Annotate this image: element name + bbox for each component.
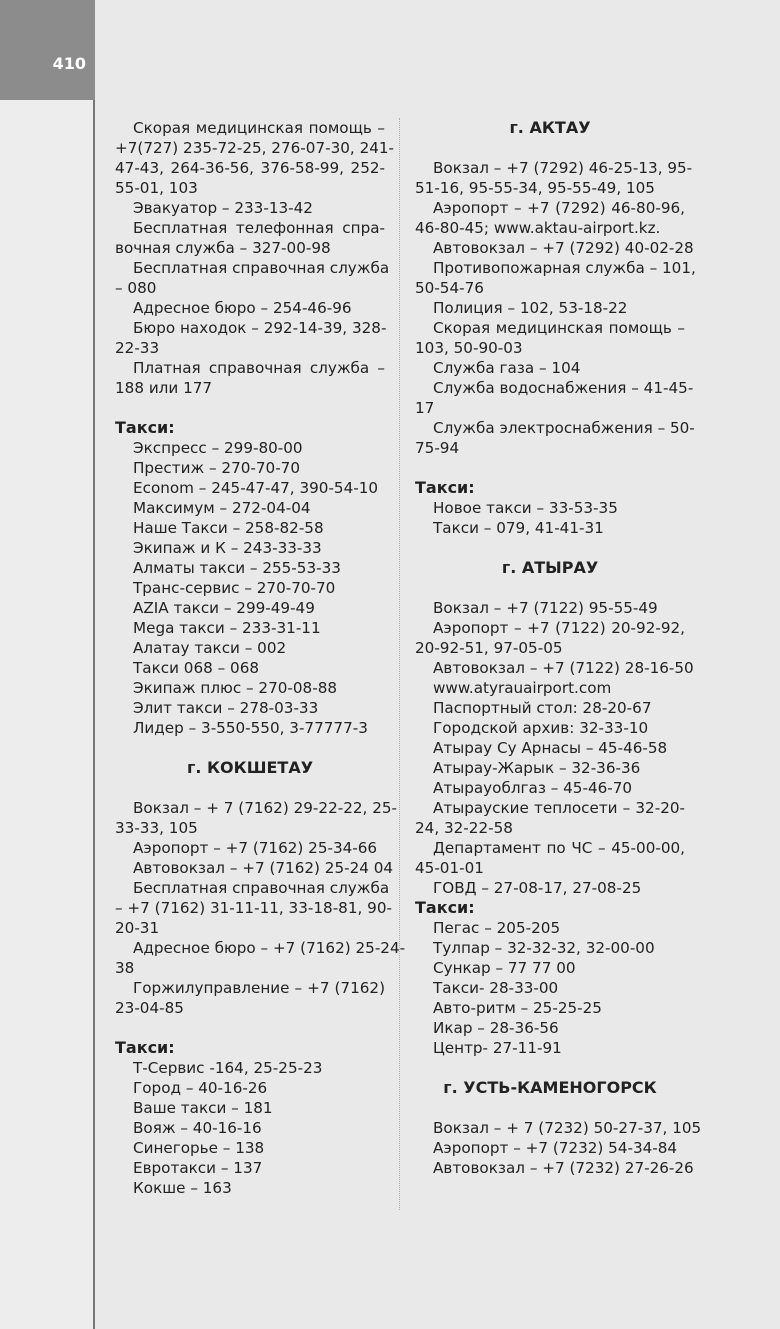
text-line: 23-04-85 (115, 999, 184, 1017)
taxi-entry: Престиж – 270-70-70 (133, 459, 301, 477)
text-line: 24, 32-22-58 (415, 819, 513, 837)
text-line: Атырау Су Арнасы – 45-46-58 (433, 739, 668, 757)
section-heading: Такси: (415, 478, 475, 497)
taxi-entry: Синегорье – 138 (133, 1139, 265, 1157)
spacer (415, 458, 685, 478)
taxi-entry: Элит такси – 278-03-33 (133, 699, 319, 717)
text-line: 33-33, 105 (115, 819, 198, 837)
text-line: Горжилуправление – +7 (7162) (133, 979, 385, 997)
taxi-entry: Новое такси – 33-53-35 (433, 499, 618, 517)
text-line: +7(727) 235-72-25, 276-07-30, 241- (115, 139, 395, 157)
taxi-entry: Лидер – 3-550-550, 3-77777-3 (133, 719, 368, 737)
text-line: Служба электроснабжения – 50- (433, 419, 695, 437)
text-line: Атырауоблгаз – 45-46-70 (433, 779, 633, 797)
text-line: Бесплатная справочная служба (133, 259, 390, 277)
spacer (415, 1098, 685, 1118)
text-line: Атырауские теплосети – 32-20- (433, 799, 685, 817)
text-line: Паспортный стол: 28-20-67 (433, 699, 652, 717)
text-line: Департамент по ЧС – 45-00-00, (433, 839, 685, 857)
text-line: Адресное бюро – +7 (7162) 25-24- (133, 939, 406, 957)
spacer (115, 778, 385, 798)
taxi-entry: Кокше – 163 (133, 1179, 232, 1197)
text-line: 38 (115, 959, 135, 977)
city-heading: г. АТЫРАУ (501, 558, 599, 577)
spacer (415, 578, 685, 598)
text-line: Скорая медицинская помощь – (433, 319, 685, 337)
page-number-box (0, 0, 95, 100)
text-line: Автовокзал – +7 (7232) 27-26-26 (433, 1159, 694, 1177)
text-line: Полиция – 102, 53-18-22 (433, 299, 628, 317)
text-line: Бюро находок – 292-14-39, 328- (133, 319, 387, 337)
taxi-entry: Авто-ритм – 25-25-25 (433, 999, 602, 1017)
taxi-entry: Тулпар – 32-32-32, 32-00-00 (433, 939, 655, 957)
taxi-entry: Econom – 245-47-47, 390-54-10 (133, 479, 379, 497)
text-line: 20-31 (115, 919, 160, 937)
taxi-entry: Такси 068 – 068 (133, 659, 260, 677)
text-line: ГОВД – 27-08-17, 27-08-25 (433, 879, 642, 897)
text-line: Адресное бюро – 254-46-96 (133, 299, 352, 317)
spacer (415, 538, 685, 558)
text-line: Автовокзал – +7 (7162) 25-24 04 (133, 859, 394, 877)
taxi-entry: Транс-сервис – 270-70-70 (133, 579, 336, 597)
text-line: вочная служба – 327-00-98 (115, 239, 331, 257)
city-heading: г. КОКШЕТАУ (186, 758, 314, 777)
text-line: – +7 (7162) 31-11-11, 33-18-81, 90- (115, 899, 392, 917)
text-line: Эвакуатор – 233-13-42 (133, 199, 313, 217)
spacer (115, 398, 385, 418)
spacer (115, 1018, 385, 1038)
section-heading: Такси: (115, 1038, 175, 1057)
text-line: Служба водоснабжения – 41-45- (433, 379, 694, 397)
text-line: 17 (415, 399, 435, 417)
text-line: 46-80-45; www.aktau-airport.kz. (415, 219, 661, 237)
taxi-entry: Вояж – 40-16-16 (133, 1119, 262, 1137)
text-line: 47-43, 264-36-56, 376-58-99, 252- (115, 159, 385, 177)
section-heading: Такси: (415, 898, 475, 917)
text-line: Аэропорт – +7 (7232) 54-34-84 (433, 1139, 678, 1157)
text-line: 103, 50-90-03 (415, 339, 523, 357)
taxi-entry: Т-Сервис -164, 25-25-23 (133, 1059, 323, 1077)
taxi-entry: Икар – 28-36-56 (433, 1019, 559, 1037)
text-line: Вокзал – + 7 (7162) 29-22-22, 25- (133, 799, 397, 817)
taxi-entry: Экспресс – 299-80-00 (133, 439, 303, 457)
text-line: Служба газа – 104 (433, 359, 581, 377)
taxi-entry: Наше Такси – 258-82-58 (133, 519, 324, 537)
left-column (115, 118, 406, 1198)
text-line: Скорая медицинская помощь – (133, 119, 385, 137)
taxi-entry: Сункар – 77 77 00 (433, 959, 576, 977)
taxi-entry: Mega такси – 233-31-11 (133, 619, 321, 637)
text-line: 45-01-01 (415, 859, 484, 877)
text-line: 51-16, 95-55-34, 95-55-49, 105 (415, 179, 655, 197)
city-heading: г. УСТЬ-КАМЕНОГОРСК (443, 1078, 657, 1097)
taxi-entry: Такси- 28-33-00 (433, 979, 559, 997)
text-line: Вокзал – + 7 (7232) 50-27-37, 105 (433, 1119, 702, 1137)
taxi-entry: Евротакси – 137 (133, 1159, 263, 1177)
text-line: 75-94 (415, 439, 460, 457)
taxi-entry: AZIA такси – 299-49-49 (133, 599, 315, 617)
text-line: 22-33 (115, 339, 160, 357)
text-line: www.atyrauairport.com (433, 679, 612, 697)
text-line: Автовокзал – +7 (7122) 28-16-50 (433, 659, 694, 677)
text-line: Атырау-Жарык – 32-36-36 (433, 759, 641, 777)
text-line: Бесплатная справочная служба (133, 879, 390, 897)
section-heading: Такси: (115, 418, 175, 437)
text-line: Вокзал – +7 (7292) 46-25-13, 95- (433, 159, 693, 177)
page-margin-strip (0, 0, 95, 1329)
column-divider (399, 118, 400, 1210)
text-line: Городской архив: 32-33-10 (433, 719, 649, 737)
spacer (115, 738, 385, 758)
taxi-entry: Ваше такси – 181 (133, 1099, 273, 1117)
taxi-entry: Город – 40-16-26 (133, 1079, 268, 1097)
text-line: Платная справочная служба – (133, 359, 385, 377)
text-line: Аэропорт – +7 (7292) 46-80-96, (433, 199, 685, 217)
spacer (415, 138, 685, 158)
taxi-entry: Алатау такси – 002 (133, 639, 287, 657)
text-line: Аэропорт – +7 (7162) 25-34-66 (133, 839, 378, 857)
text-line: 50-54-76 (415, 279, 484, 297)
text-line: Аэропорт – +7 (7122) 20-92-92, (433, 619, 685, 637)
text-line: 20-92-51, 97-05-05 (415, 639, 563, 657)
taxi-entry: Максимум – 272-04-04 (133, 499, 311, 517)
text-line: 188 или 177 (115, 379, 213, 397)
text-line: 55-01, 103 (115, 179, 198, 197)
taxi-entry: Экипаж и К – 243-33-33 (133, 539, 322, 557)
spacer (415, 1058, 685, 1078)
taxi-entry: Пегас – 205-205 (433, 919, 561, 937)
text-line: Автовокзал – +7 (7292) 40-02-28 (433, 239, 694, 257)
right-column (415, 118, 702, 1178)
taxi-entry: Центр- 27-11-91 (433, 1039, 562, 1057)
page-number: 410 (52, 54, 86, 73)
taxi-entry: Алматы такси – 255-53-33 (133, 559, 341, 577)
text-line: – 080 (115, 279, 157, 297)
text-line: Бесплатная телефонная спра- (133, 219, 385, 237)
taxi-entry: Такси – 079, 41-41-31 (433, 519, 604, 537)
taxi-entry: Экипаж плюс – 270-08-88 (133, 679, 338, 697)
text-line: Вокзал – +7 (7122) 95-55-49 (433, 599, 658, 617)
city-heading: г. АКТАУ (509, 118, 591, 137)
text-line: Противопожарная служба – 101, (433, 259, 696, 277)
